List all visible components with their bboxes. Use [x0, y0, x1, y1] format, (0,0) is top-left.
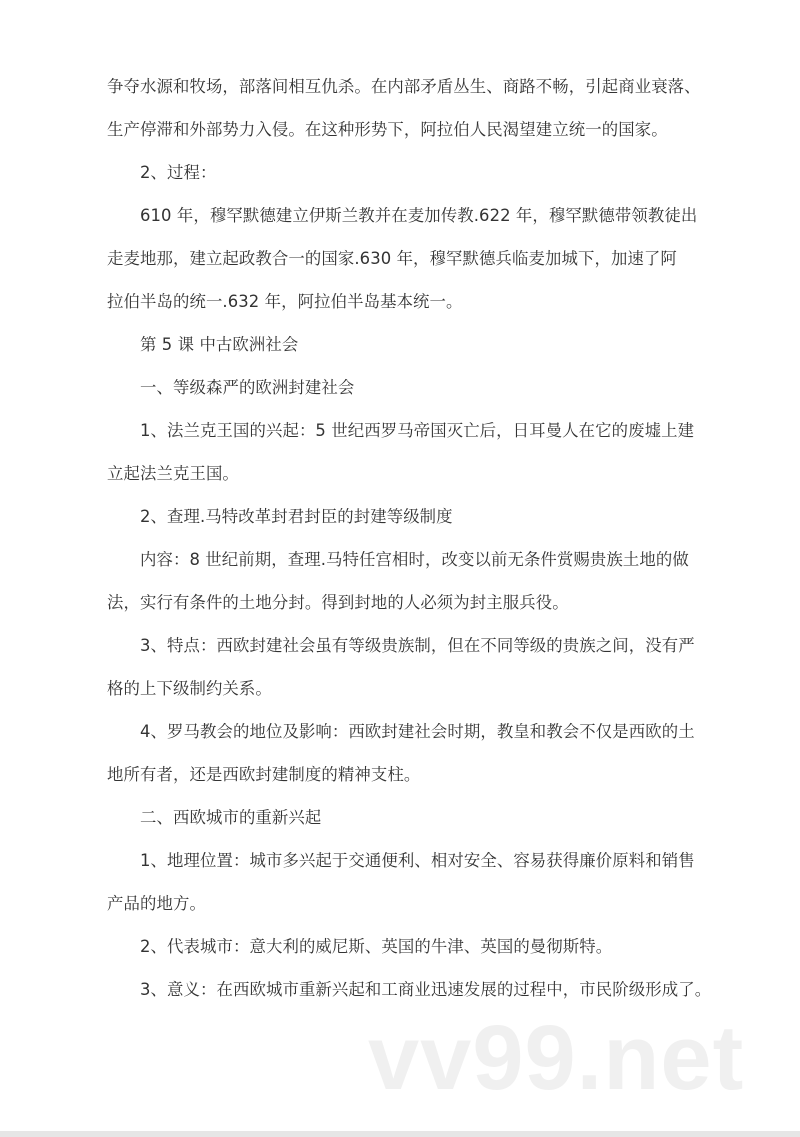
text-line: 610 年，穆罕默德建立伊斯兰教并在麦加传教.622 年，穆罕默德带领教徒出: [140, 206, 698, 225]
text-line: 地所有者，还是西欧封建制度的精神支柱。: [107, 765, 421, 784]
text-line: 第 5 课 中古欧洲社会: [140, 335, 299, 354]
text-line: 争夺水源和牧场，部落间相互仇杀。在内部矛盾丛生、商路不畅，引起商业衰落、: [107, 77, 701, 96]
text-line: 2、查理.马特改革封君封臣的封建等级制度: [140, 507, 453, 526]
text-line: 一、等级森严的欧洲封建社会: [140, 378, 355, 397]
text-line: 内容：8 世纪前期，查理.马特任宫相时，改变以前无条件赏赐贵族土地的做: [140, 550, 689, 569]
text-line: 2、过程：: [140, 163, 217, 182]
text-line: 3、意义：在西欧城市重新兴起和工商业迅速发展的过程中，市民阶级形成了。: [140, 980, 712, 999]
text-line: 3、特点：西欧封建社会虽有等级贵族制，但在不同等级的贵族之间，没有严: [140, 636, 695, 655]
text-line: 二、西欧城市的重新兴起: [140, 808, 322, 827]
text-line: 1、地理位置：城市多兴起于交通便利、相对安全、容易获得廉价原料和销售: [140, 851, 695, 870]
text-line: 4、罗马教会的地位及影响：西欧封建社会时期，教皇和教会不仅是西欧的土: [140, 722, 695, 741]
text-line: 走麦地那，建立起政教合一的国家.630 年，穆罕默德兵临麦加城下，加速了阿: [107, 249, 677, 268]
text-line: 法，实行有条件的土地分封。得到封地的人必须为封主服兵役。: [107, 593, 569, 612]
watermark: vv99.net: [368, 1007, 745, 1109]
text-line: 2、代表城市：意大利的威尼斯、英国的牛津、英国的曼彻斯特。: [140, 937, 613, 956]
text-line: 生产停滞和外部势力入侵。在这种形势下，阿拉伯人民渴望建立统一的国家。: [107, 120, 668, 139]
page-bottom-edge: [0, 1131, 800, 1137]
text-line: 格的上下级制约关系。: [107, 679, 272, 698]
text-line: 立起法兰克王国。: [107, 464, 239, 483]
text-line: 1、法兰克王国的兴起：5 世纪西罗马帝国灭亡后，日耳曼人在它的废墟上建: [140, 421, 695, 440]
text-line: 拉伯半岛的统一.632 年，阿拉伯半岛基本统一。: [107, 292, 463, 311]
text-line: 产品的地方。: [107, 894, 206, 913]
